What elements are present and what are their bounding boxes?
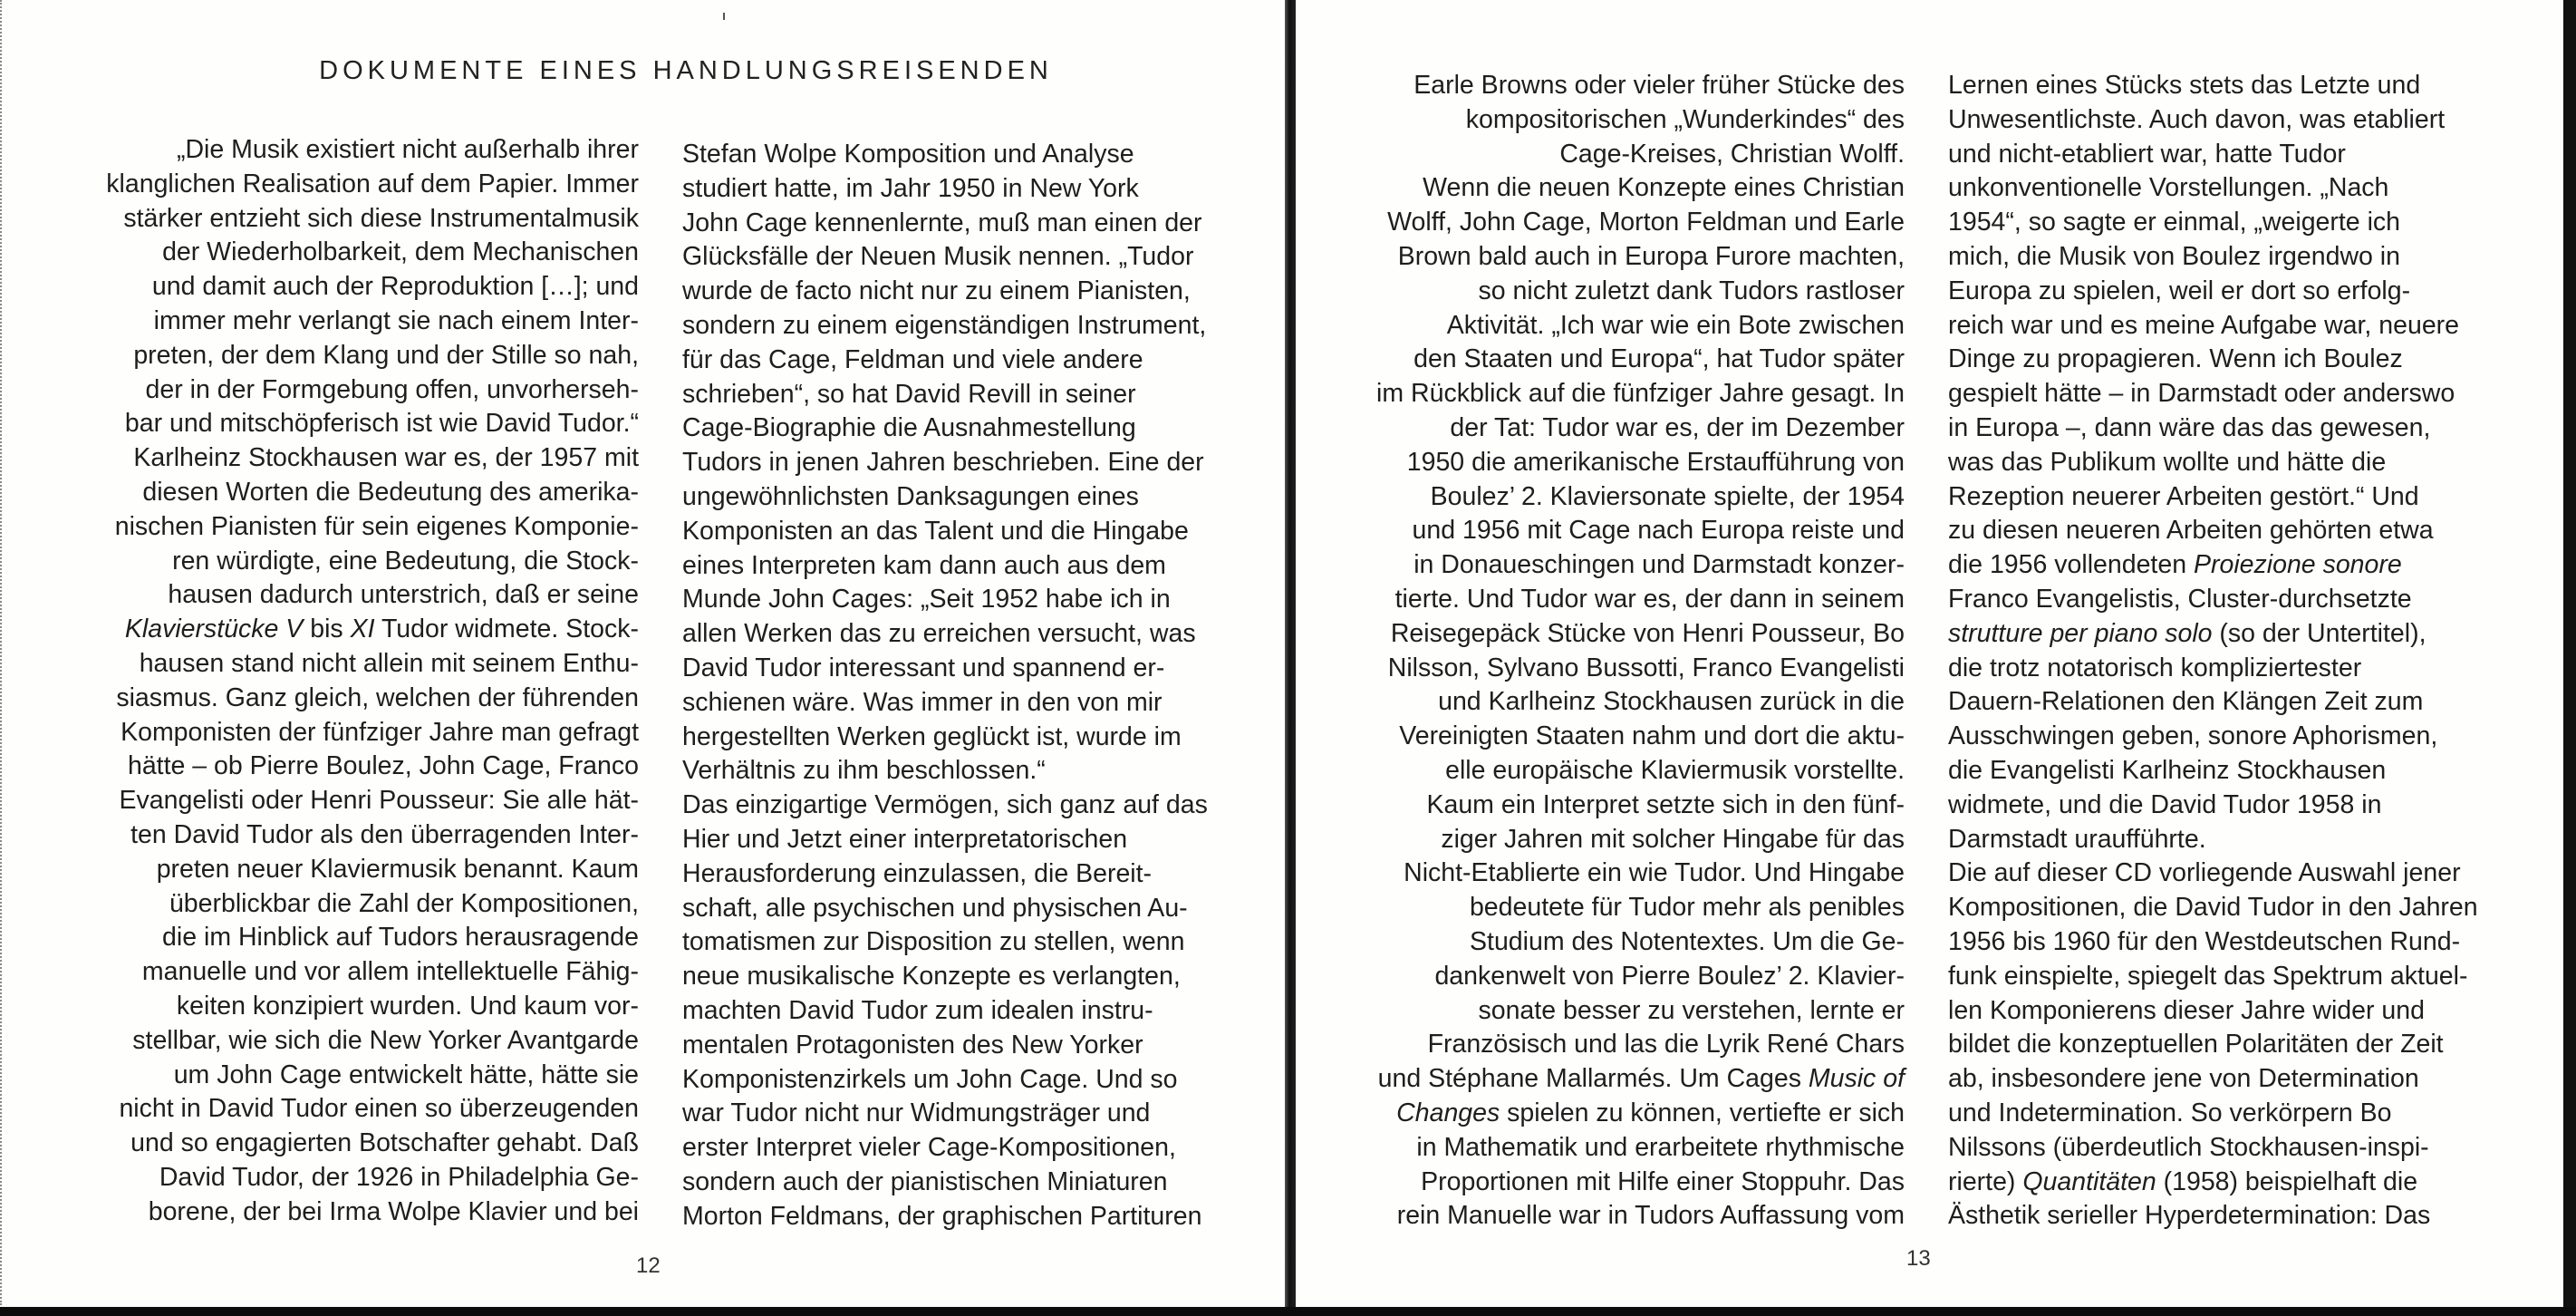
text-line: schienen wäre. Was immer in den von mir — [682, 687, 1163, 717]
italic-title: Music of — [1808, 1064, 1905, 1094]
text-line: kompositorischen „Wunderkindes“ des — [1465, 104, 1905, 134]
text-line: Morton Feldmans, der graphischen Partituren — [682, 1201, 1202, 1231]
text-line: ziger Jahren mit solcher Hingabe für das — [1441, 824, 1905, 854]
text-line: Wolff, John Cage, Morton Feldman und Earle — [1387, 208, 1905, 237]
text-column-3 — [1309, 69, 1905, 1234]
text-line: schaft, alle psychischen und physischen Au- — [682, 893, 1188, 923]
text-line: Munde John Cages: „Seit 1952 habe ich in — [682, 585, 1171, 614]
text-line: hätte – ob Pierre Boulez, John Cage, Franco — [127, 751, 639, 781]
scan-bottom-edge — [0, 1307, 2576, 1316]
text-line: preten neuer Klaviermusik benannt. Kaum — [156, 854, 639, 884]
text-line: Die auf dieser CD vorliegende Auswahl jener — [1948, 858, 2461, 888]
text-line: mich, die Musik von Boulez irgendwo in — [1948, 241, 2400, 271]
text-line — [1309, 1097, 1905, 1131]
text-line: Earle Browns oder vieler früher Stücke des — [1413, 71, 1905, 100]
text-line: siasmus. Ganz gleich, welchen der führenden — [116, 682, 639, 712]
text-line: Tudors in jenen Jahren beschrieben. Eine der — [682, 448, 1204, 478]
text-segment: (1958) beispielhaft die — [2156, 1166, 2418, 1196]
page-number-left: 12 — [636, 1253, 661, 1278]
text-line: John Cage kennenlernte, muß man einen der — [682, 208, 1202, 237]
text-line: klanglichen Realisation auf dem Papier. Immer — [106, 169, 639, 198]
text-line: und Karlheinz Stockhausen zurück in die — [1438, 687, 1905, 717]
page-heading: DOKUMENTE EINES HANDLUNGSREISENDEN — [319, 56, 1053, 85]
text-line: Proportionen mit Hilfe einer Stoppuhr. Das — [1421, 1166, 1905, 1196]
text-line: eines Interpreten kam dann auch aus dem — [682, 550, 1166, 580]
text-line: und Indetermination. So verkörpern Bo — [1948, 1098, 2392, 1127]
text-line — [38, 613, 639, 647]
text-line: nischen Pianisten für sein eigenes Komponie- — [114, 511, 639, 541]
text-line: tierte. Und Tudor war es, der dann in seinem — [1394, 584, 1905, 614]
italic-title: strutture per piano solo — [1948, 618, 2213, 648]
text-line: hausen dadurch unterstrich, daß er seine — [168, 580, 639, 610]
text-line: Vereinigten Staaten nahm und dort die aktu- — [1399, 721, 1905, 751]
scan-edge — [2563, 0, 2576, 1316]
text-line: funk einspielte, spiegelt das Spektrum aktuel- — [1948, 961, 2468, 991]
text-line: Verhältnis zu ihm beschlossen.“ — [682, 756, 1046, 786]
text-line: Stefan Wolpe Komposition und Analyse — [682, 140, 1134, 169]
text-line: Evangelisti oder Henri Pousseur: Sie alle hät- — [119, 786, 639, 816]
text-line: schrieben“, so hat David Revill in seiner — [682, 379, 1136, 409]
text-line: bedeutete für Tudor mehr als penibles — [1469, 893, 1905, 923]
text-line: bar und mitschöpferisch ist wie David Tudor.“ — [124, 409, 639, 439]
text-line: Dauern-Relationen den Klängen Zeit zum — [1948, 687, 2424, 717]
text-line: der in der Formgebung offen, unvorherseh- — [145, 374, 639, 404]
text-line: sondern zu einem eigenständigen Instrument, — [682, 310, 1207, 340]
text-line: David Tudor, der 1926 in Philadelphia Ge- — [159, 1162, 639, 1192]
text-line: und so engagierten Botschafter gehabt. Daß — [130, 1128, 639, 1158]
text-line: Glücksfälle der Neuen Musik nennen. „Tudor — [682, 242, 1194, 272]
text-line: hergestellten Werken geglückt ist, wurde im — [682, 721, 1182, 751]
text-segment: spielen zu können, vertiefte er sich — [1500, 1098, 1905, 1127]
text-line: im Rückblick auf die fünfziger Jahre gesagt. In — [1376, 379, 1905, 409]
text-line: Ausschwingen geben, sonore Aphorismen, — [1948, 721, 2438, 751]
text-line: Ästhetik serieller Hyperdetermination: Das — [1948, 1201, 2431, 1231]
text-line — [1948, 617, 2555, 652]
text-line: Karlheinz Stockhausen war es, der 1957 mit — [133, 443, 639, 473]
page-number-right: 13 — [1906, 1246, 1931, 1271]
text-line: in Mathematik und erarbeitete rhythmische — [1416, 1132, 1905, 1162]
text-line: was das Publikum wollte und hätte die — [1948, 447, 2387, 477]
text-line: für das Cage, Feldman und viele andere — [682, 344, 1143, 374]
italic-title: Quantitäten — [2022, 1166, 2156, 1196]
text-segment: Tudor widmete. Stock- — [374, 614, 639, 644]
text-line: Nilssons (überdeutlich Stockhausen-inspi- — [1948, 1132, 2429, 1162]
text-line: in Donaueschingen und Darmstadt konzer- — [1413, 550, 1905, 580]
text-line: der Tat: Tudor war es, der im Dezember — [1450, 412, 1905, 442]
text-column-2 — [682, 138, 1280, 1234]
text-line: len Komponierens dieser Jahre wider und — [1948, 995, 2425, 1025]
text-line: Wenn die neuen Konzepte eines Christian — [1423, 173, 1905, 203]
text-line: machten David Tudor zum idealen instru- — [682, 995, 1153, 1025]
text-line: und damit auch der Reproduktion […]; und — [151, 272, 639, 302]
text-line: Komponisten an das Talent und die Hingabe — [682, 516, 1189, 546]
text-line: Nilsson, Sylvano Bussotti, Franco Evangelisti — [1387, 653, 1905, 682]
text-line: Komponistenzirkels um John Cage. Und so — [682, 1064, 1178, 1094]
text-segment: (so der Untertitel), — [2212, 618, 2426, 648]
text-line: gespielt hätte – in Darmstadt oder anderswo — [1948, 379, 2455, 409]
text-line: Kaum ein Interpret setzte sich in den fünf- — [1426, 789, 1905, 819]
text-line: rein Manuelle war in Tudors Auffassung vom — [1396, 1201, 1905, 1231]
text-line: keiten konzipiert wurden. Und kaum vor- — [176, 991, 639, 1021]
text-segment: die 1956 vollendeten — [1948, 550, 2194, 580]
text-line: stellbar, wie sich die New Yorker Avantgarde — [132, 1025, 639, 1055]
text-line: hausen stand nicht allein mit seinem Enthu- — [139, 648, 639, 678]
text-line: zu diesen neueren Arbeiten gehörten etwa — [1948, 516, 2434, 546]
text-line: Europa zu spielen, weil er dort so erfolg- — [1948, 276, 2411, 305]
text-segment: rierte) — [1948, 1166, 2023, 1196]
text-line: Rezeption neuerer Arbeiten gestört.“ Und — [1948, 481, 2419, 511]
text-line: Boulez’ 2. Klaviersonate spielte, der 1954 — [1430, 481, 1905, 511]
text-line: ren würdigte, eine Bedeutung, die Stock- — [172, 546, 639, 576]
text-line: in Europa –, dann wäre das das gewesen, — [1948, 412, 2431, 442]
text-line: allen Werken das zu erreichen versucht, was — [682, 619, 1196, 649]
text-line: Cage-Biographie die Ausnahmestellung — [682, 413, 1136, 443]
text-line: nicht in David Tudor einen so überzeugenden — [119, 1094, 639, 1124]
text-line: Hier und Jetzt einer interpretatorischen — [682, 824, 1128, 854]
booklet-spine — [1285, 0, 1296, 1316]
text-line: wurde de facto nicht nur zu einem Pianisten, — [682, 276, 1191, 306]
text-line: und nicht-etabliert war, hatte Tudor — [1948, 139, 2346, 169]
text-line: überblickbar die Zahl der Kompositionen, — [169, 888, 639, 918]
text-line: elle europäische Klaviermusik vorstellte. — [1445, 755, 1905, 785]
text-line: unkonventionelle Vorstellungen. „Nach — [1948, 173, 2389, 203]
scan-mark — [723, 13, 725, 20]
text-line: Dinge zu propagieren. Wenn ich Boulez — [1948, 344, 2403, 374]
text-line: ten David Tudor als den überragenden Inter- — [130, 819, 639, 849]
text-line: „Die Musik existiert nicht außerhalb ihrer — [176, 135, 639, 164]
text-line: und 1956 mit Cage nach Europa reiste und — [1412, 516, 1905, 546]
text-line: tomatismen zur Disposition zu stellen, wenn — [682, 927, 1185, 957]
text-line: Franco Evangelistis, Cluster-durchsetzte — [1948, 584, 2412, 614]
text-line: reich war und es meine Aufgabe war, neuere — [1948, 310, 2460, 340]
text-line — [1309, 1062, 1905, 1097]
text-line: Unwesentlichste. Auch davon, was etabliert — [1948, 104, 2446, 134]
text-line: Brown bald auch in Europa Furore machten, — [1397, 241, 1905, 271]
text-line: widmete, und die David Tudor 1958 in — [1948, 789, 2382, 819]
text-line: Kompositionen, die David Tudor in den Jahren — [1948, 893, 2478, 923]
italic-title: Changes — [1396, 1098, 1500, 1127]
text-line: ab, insbesondere jene von Determination — [1948, 1064, 2419, 1094]
text-segment: bis — [303, 614, 351, 644]
text-line: sondern auch der pianistischen Miniaturen — [682, 1166, 1168, 1196]
text-line: neue musikalische Konzepte es verlangten, — [682, 962, 1181, 992]
text-line: so nicht zuletzt dank Tudors rastloser — [1478, 276, 1905, 305]
text-line: Nicht-Etablierte ein wie Tudor. Und Hingabe — [1404, 858, 1905, 888]
text-line: 1950 die amerikanische Erstaufführung von — [1406, 447, 1905, 477]
text-line: den Staaten und Europa“, hat Tudor später — [1413, 344, 1905, 374]
italic-title: Proiezione sonore — [2193, 550, 2402, 580]
text-line: manuelle und vor allem intellektuelle Fähig- — [141, 957, 639, 987]
left-page — [0, 0, 1288, 1305]
text-line: mentalen Protagonisten des New Yorker — [682, 1030, 1143, 1060]
text-line: Das einzigartige Vermögen, sich ganz auf das — [682, 790, 1208, 820]
italic-title: XI — [350, 614, 375, 644]
text-line: studiert hatte, im Jahr 1950 in New York — [682, 173, 1139, 203]
text-line — [1948, 548, 2555, 583]
text-line: Reisegepäck Stücke von Henri Pousseur, Bo — [1390, 618, 1905, 648]
text-line: die trotz notatorisch kompliziertester — [1948, 653, 2362, 682]
text-line: Lernen eines Stücks stets das Letzte und — [1948, 71, 2421, 100]
text-line: die im Hinblick auf Tudors herausragende — [162, 923, 639, 953]
text-line: erster Interpret vieler Cage-Kompositionen, — [682, 1133, 1176, 1163]
text-column-1 — [38, 133, 639, 1230]
text-line: David Tudor interessant und spannend er- — [682, 653, 1165, 682]
text-line: Komponisten der fünfziger Jahre man gefragt — [121, 717, 639, 747]
text-line: diesen Worten die Bedeutung des amerika- — [142, 477, 639, 507]
text-line: Französisch und las die Lyrik René Chars — [1427, 1030, 1905, 1060]
text-segment: und Stéphane Mallarmés. Um Cages — [1377, 1064, 1809, 1094]
text-line: stärker entzieht sich diese Instrumentalmusik — [123, 203, 639, 233]
text-line: Studium des Notentextes. Um die Ge- — [1470, 926, 1905, 956]
text-line: borene, der bei Irma Wolpe Klavier und bei — [148, 1196, 639, 1226]
text-line: bildet die konzeptuellen Polaritäten der Zeit — [1948, 1030, 2444, 1060]
text-line: 1956 bis 1960 für den Westdeutschen Rund- — [1948, 926, 2461, 956]
italic-title: Klavierstücke V — [124, 614, 304, 644]
text-line: immer mehr verlangt sie nach einem Inter- — [153, 305, 639, 335]
text-line: sonate besser zu verstehen, lernte er — [1478, 995, 1905, 1025]
text-line: ungewöhnlichsten Danksagungen eines — [682, 481, 1139, 511]
text-line: dankenwelt von Pierre Boulez’ 2. Klavier- — [1434, 961, 1905, 991]
text-line: um John Cage entwickelt hätte, hätte sie — [173, 1060, 639, 1089]
text-line — [1948, 1166, 2555, 1200]
text-line: die Evangelisti Karlheinz Stockhausen — [1948, 755, 2387, 785]
text-line: Cage-Kreises, Christian Wolff. — [1559, 139, 1905, 169]
text-line: Darmstadt uraufführte. — [1948, 824, 2206, 854]
text-line: preten, der dem Klang und der Stille so nah, — [133, 340, 639, 370]
text-line: Aktivität. „Ich war wie ein Bote zwischen — [1446, 310, 1905, 340]
text-line: 1954“, so sagte er einmal, „weigerte ich — [1948, 208, 2401, 237]
text-column-4 — [1948, 69, 2555, 1234]
text-line: war Tudor nicht nur Widmungsträger und — [682, 1098, 1151, 1128]
text-line: der Wiederholbarkeit, dem Mechanischen — [162, 237, 639, 267]
text-line: Herausforderung einzulassen, die Bereit- — [682, 858, 1153, 888]
